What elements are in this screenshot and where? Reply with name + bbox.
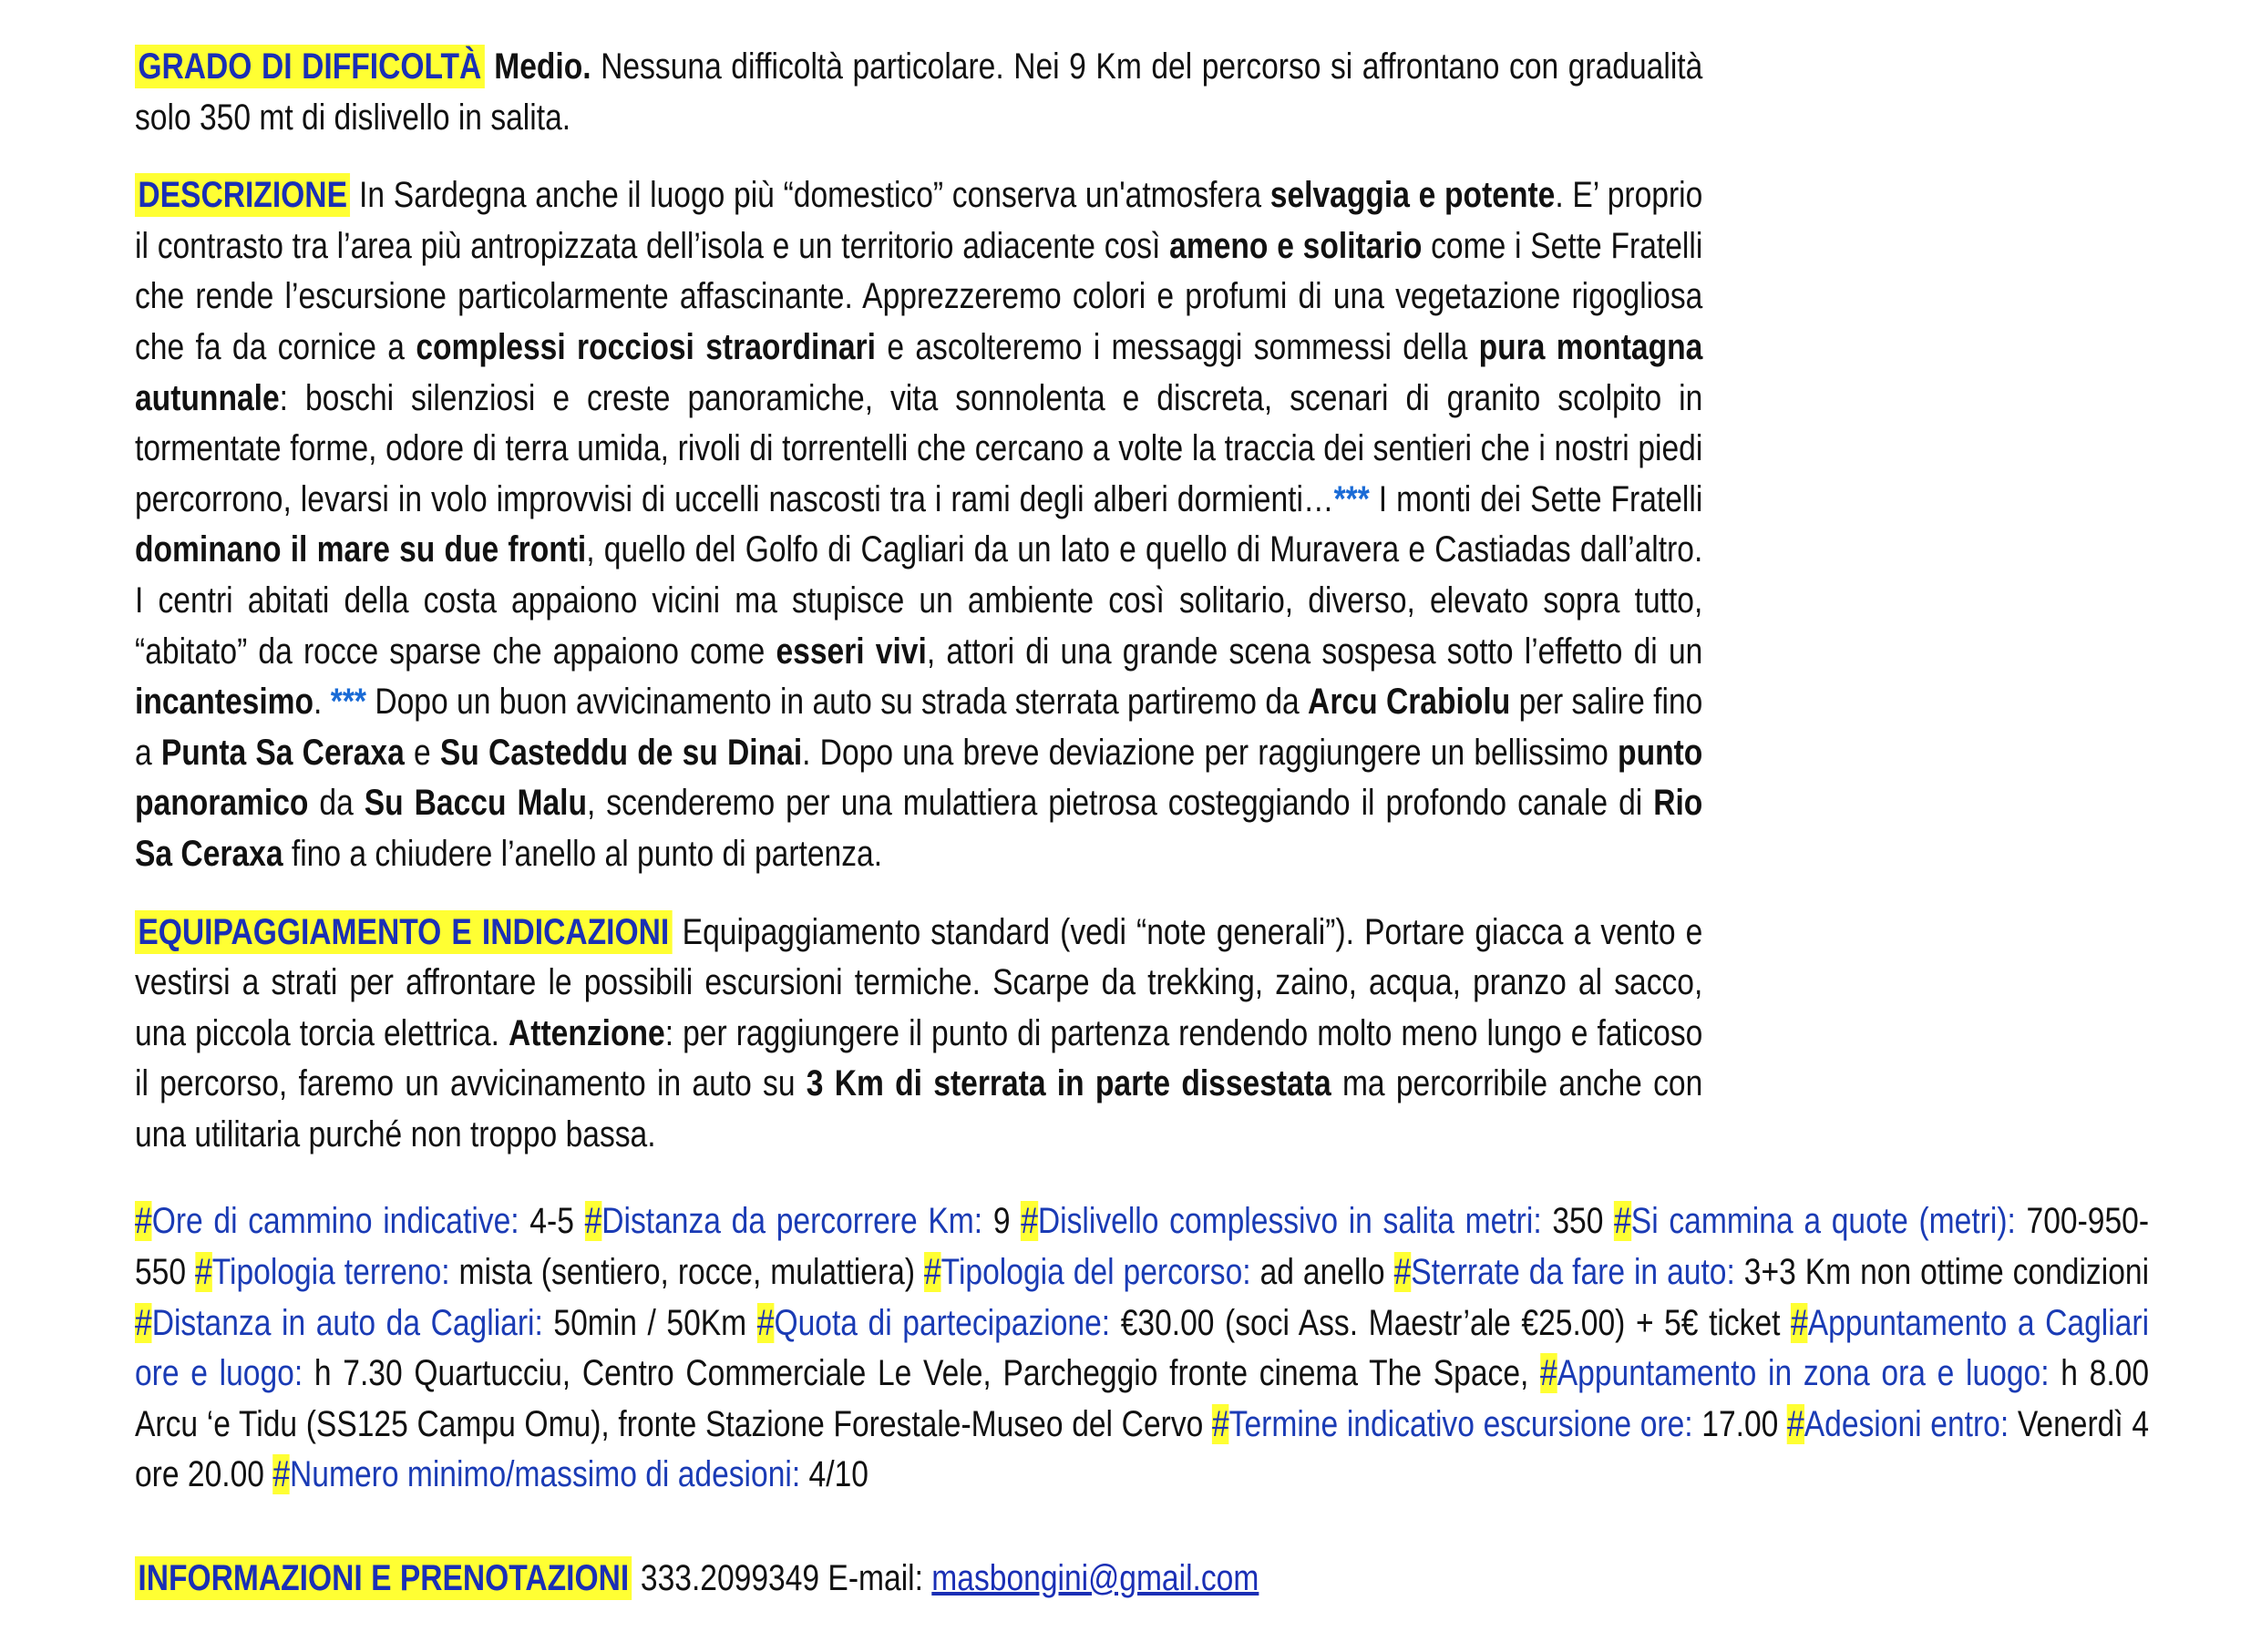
- info-value: €30.00 (soci Ass. Maestr’ale €25.00) + 5€ ticket: [1110, 1302, 1792, 1343]
- info-value: Venerdì 4 ore 20.00: [135, 1403, 2150, 1495]
- info-label: Distanza in auto da Cagliari:: [151, 1302, 543, 1343]
- hash-marker: #: [1393, 1252, 1412, 1293]
- hash-marker: #: [923, 1252, 941, 1293]
- equipment-bold: Attenzione: [508, 1012, 665, 1053]
- description-text: fino a chiudere l’anello al punto di partenza.: [283, 833, 883, 874]
- description-text: : boschi silenziosi e creste panoramiche, vita sonnolenta e discreta, scenari di granito scolpito in tormentate forme, odore di terra umida, rivoli di torrentelli che cercano a volte la traccia dei sentieri che i nostri piedi percorrono, levarsi in volo improvvisi di uccelli nascosti tra i rami degli alberi dormienti…: [135, 377, 1703, 519]
- description-bold: ameno e solitario: [1169, 225, 1423, 266]
- info-label: Appuntamento a Cagliari ore e luogo:: [135, 1302, 2150, 1394]
- hash-marker: #: [1021, 1201, 1038, 1242]
- description-text: e ascolteremo i messaggi sommessi della: [875, 326, 1479, 367]
- info-value: h 8.00 Arcu ‘e Tidu (SS125 Campu Omu), fronte Stazione Forestale-Museo del Cervo: [135, 1353, 2150, 1444]
- description-text: .: [313, 682, 331, 723]
- description-text: . Dopo una breve deviazione per raggiungere un bellissimo: [802, 732, 1619, 773]
- info-value: 50min / 50Km: [542, 1302, 757, 1343]
- place-name: Su Casteddu de su Dinai: [439, 732, 803, 773]
- info-label: Adesioni entro:: [1804, 1403, 2009, 1444]
- info-label: Distanza da percorrere Km:: [601, 1201, 983, 1242]
- description-text: , scenderemo per una mulattiera pietrosa costeggiando il profondo canale di: [587, 783, 1654, 824]
- description-text: per salire fino a: [135, 682, 1703, 773]
- info-value: 3+3 Km non ottime condizioni: [1734, 1252, 2150, 1293]
- info-label: Dislivello complessivo in salita metri:: [1037, 1201, 1542, 1242]
- equipment-paragraph: [135, 908, 1702, 1161]
- info-label: Termine indicativo escursione ore:: [1228, 1403, 1693, 1444]
- description-bold: punto panoramico: [135, 732, 1703, 824]
- description-text: , attori di una grande scena sospesa sotto l’effetto di un: [926, 631, 1703, 672]
- hash-marker: #: [135, 1201, 152, 1242]
- equipment-bold: 3 Km di sterrata in parte dissestata: [806, 1063, 1331, 1104]
- document-page: [135, 42, 2149, 1605]
- difficulty-paragraph: [135, 42, 1702, 143]
- info-label: Si cammina a quote (metri):: [1630, 1201, 2016, 1242]
- description-bold: incantesimo: [135, 682, 314, 723]
- hash-marker: #: [1211, 1403, 1229, 1444]
- info-value: 700-950-550: [135, 1201, 2150, 1293]
- email-link[interactable]: masbongini@gmail.com: [931, 1558, 1259, 1599]
- info-label: Tipologia terreno:: [211, 1252, 450, 1293]
- place-name: Rio Sa Ceraxa: [135, 783, 1703, 874]
- hash-marker: #: [1614, 1201, 1631, 1242]
- info-label: Appuntamento in zona ora e luogo:: [1557, 1353, 2050, 1394]
- place-name: Su Baccu Malu: [364, 783, 588, 824]
- description-bold: dominano il mare su due fronti: [135, 529, 587, 570]
- info-value: mista (sentiero, rocce, mulattiera): [449, 1252, 924, 1293]
- description-text: , quello del Golfo di Cagliari da un lato e quello di Muravera e Castiadas dall’altro. I centri abitati della costa appaiono vicini ma stupisce un ambiente così solitario, diverso, elevato sopra tutto, “abitato” da rocce sparse che appaiono come: [135, 529, 1703, 672]
- equipment-text: Equipaggiamento standard (vedi “note generali”). Portare giacca a vento e vestirsi a strati per affrontare le possibili escursioni termiche. Scarpe da trekking, zaino, acqua, pranzo al sacco, una piccola torcia elettrica.: [135, 911, 1703, 1053]
- description-text: come i Sette Fratelli che rende l’escursione particolarmente affascinante. Apprezzeremo colori e profumi di una vegetazione rigogliosa che fa da cornice a: [135, 225, 1703, 367]
- hash-marker: #: [1787, 1403, 1804, 1444]
- difficulty-text: Nessuna difficoltà particolare. Nei 9 Km del percorso si affrontano con gradualità solo 350 mt di dislivello in salita.: [135, 46, 1703, 138]
- info-label: Tipologia del percorso:: [940, 1252, 1251, 1293]
- contacts-heading: INFORMAZIONI E PRENOTAZIONI: [135, 1556, 632, 1600]
- hash-marker: #: [756, 1302, 775, 1343]
- description-text: e: [404, 732, 440, 773]
- info-value: 350: [1541, 1201, 1615, 1242]
- description-heading: DESCRIZIONE: [135, 173, 350, 217]
- place-name: Punta Sa Ceraxa: [160, 732, 405, 773]
- difficulty-heading: GRADO DI DIFFICOLTÀ: [135, 45, 485, 88]
- equipment-text: ma percorribile anche con una utilitaria purché non troppo bassa.: [135, 1063, 1703, 1154]
- description-bold: esseri vivi: [776, 631, 927, 672]
- info-label: Ore di cammino indicative:: [151, 1201, 519, 1242]
- description-bold: complessi rocciosi straordinari: [416, 326, 876, 367]
- hash-marker: #: [272, 1454, 291, 1495]
- info-value: 9: [982, 1201, 1022, 1242]
- description-paragraph: [135, 170, 1702, 879]
- info-label: Sterrate da fare in auto:: [1411, 1252, 1735, 1293]
- hash-marker: #: [1791, 1302, 1808, 1343]
- description-bold: selvaggia e potente: [1269, 175, 1556, 216]
- contacts-paragraph: [135, 1554, 2149, 1605]
- equipment-heading: EQUIPAGGIAMENTO E INDICAZIONI: [135, 910, 673, 954]
- equipment-text: : per raggiungere il punto di partenza rendendo molto meno lungo e faticoso il percorso, faremo un avvicinamento in auto su: [135, 1012, 1703, 1104]
- description-text: Dopo un buon avvicinamento in auto su strada sterrata partiremo da: [365, 682, 1309, 723]
- description-bold: pura montagna autunnale: [135, 326, 1703, 418]
- info-label: Numero minimo/massimo di adesioni:: [290, 1454, 801, 1495]
- hash-marker: #: [1540, 1353, 1557, 1394]
- contacts-phone: 333.2099349 E-mail:: [632, 1558, 932, 1599]
- separator-stars: ***: [330, 682, 366, 723]
- info-value: 4-5: [519, 1201, 585, 1242]
- info-paragraph: [135, 1196, 2149, 1501]
- description-text: . E’ proprio il contrasto tra l’area più antropizzata dell’isola e un territorio adiacente così: [135, 175, 1703, 266]
- description-text: da: [308, 783, 365, 824]
- description-text: In Sardegna anche il luogo più “domestico” conserva un'atmosfera: [359, 175, 1270, 216]
- separator-stars: ***: [1333, 478, 1370, 519]
- place-name: Arcu Crabiolu: [1308, 682, 1511, 723]
- info-value: h 7.30 Quartucciu, Centro Commerciale Le Vele, Parcheggio fronte cinema The Space,: [303, 1353, 1541, 1394]
- difficulty-level: Medio.: [494, 46, 591, 87]
- description-text: I monti dei Sette Fratelli: [1369, 478, 1703, 519]
- info-value: 4/10: [800, 1454, 868, 1495]
- hash-marker: #: [135, 1302, 152, 1343]
- info-value: 17.00: [1692, 1403, 1788, 1444]
- info-label: Quota di partecipazione:: [774, 1302, 1111, 1343]
- hash-marker: #: [584, 1201, 602, 1242]
- hash-marker: #: [195, 1252, 212, 1293]
- info-value: ad anello: [1250, 1252, 1394, 1293]
